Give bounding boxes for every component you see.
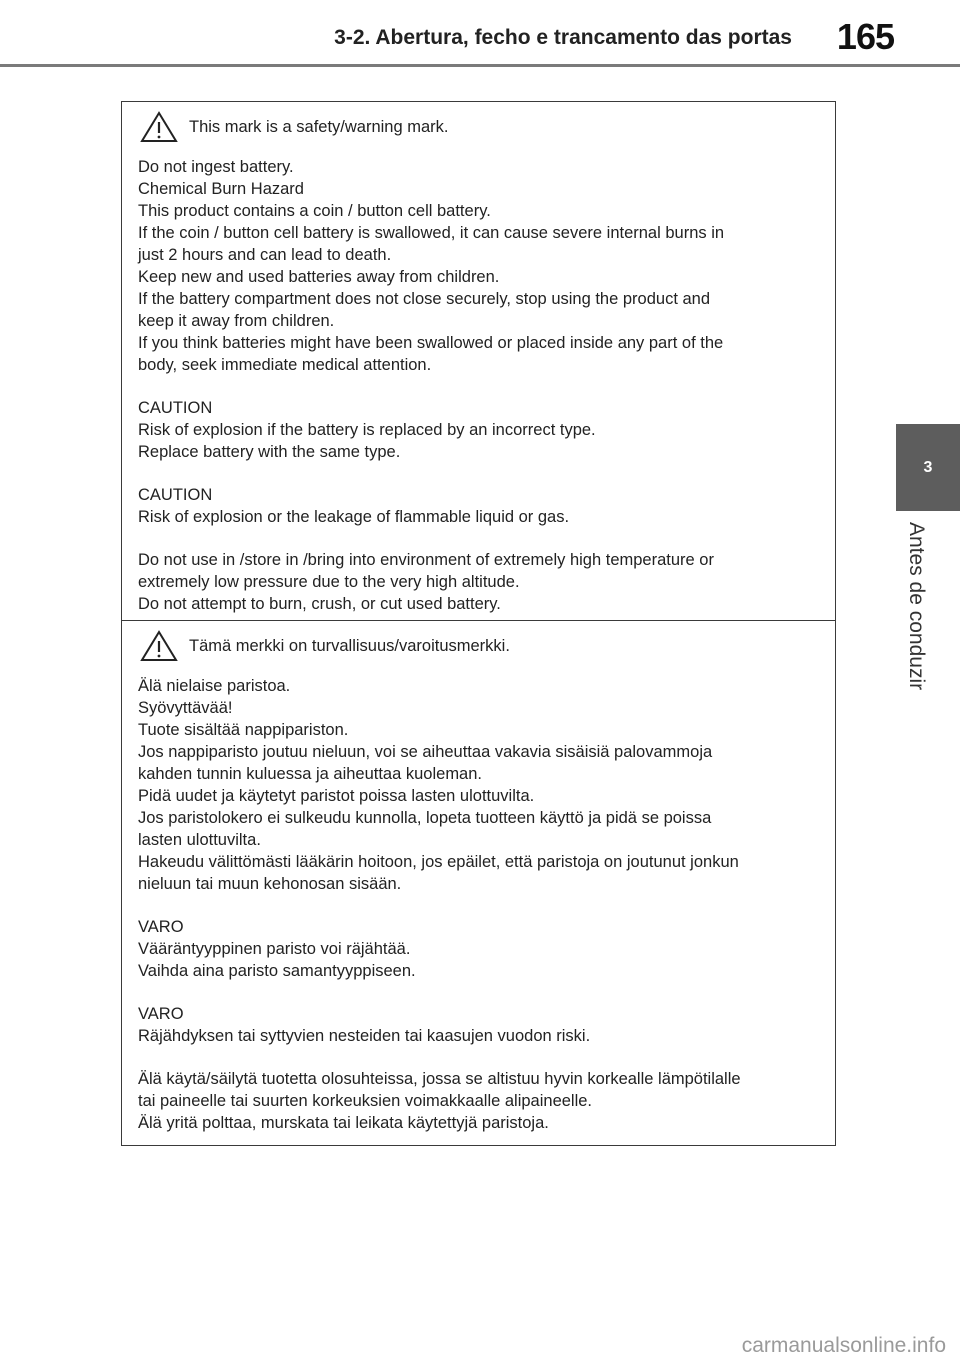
finnish-content — [138, 675, 818, 1155]
paragraph — [138, 156, 818, 376]
finnish-warning-header — [140, 631, 510, 661]
text-line: Do not attempt to burn, crush, or cut used battery. — [138, 595, 501, 613]
warning-triangle-icon — [140, 630, 178, 662]
paragraph — [138, 1068, 818, 1134]
text-line: keep it away from children. — [138, 312, 335, 330]
english-warning-box — [121, 101, 836, 621]
paragraph — [138, 916, 818, 982]
english-content — [138, 156, 818, 636]
paragraph — [138, 1003, 818, 1047]
paragraph — [138, 675, 818, 895]
text-line: Pidä uudet ja käytetyt paristot poissa lasten ulottuvilta. — [138, 787, 535, 805]
text-line: kahden tunnin kuluessa ja aiheuttaa kuoleman. — [138, 765, 482, 783]
chapter-tab — [896, 424, 960, 511]
text-line: Jos nappiparisto joutuu nieluun, voi se aiheuttaa vakavia sisäisiä palovammoja — [138, 743, 713, 761]
text-line: VARO — [138, 1005, 184, 1023]
text-line: This product contains a coin / button cell battery. — [138, 202, 491, 220]
text-line: CAUTION — [138, 486, 213, 504]
text-line: VARO — [138, 918, 184, 936]
text-line: extremely low pressure due to the very high altitude. — [138, 573, 520, 591]
text-line: If you think batteries might have been swallowed or placed inside any part of the — [138, 334, 724, 352]
chapter-label: Antes de conduzir — [905, 522, 928, 691]
page-number: 165 — [836, 16, 894, 57]
text-line: Replace battery with the same type. — [138, 443, 401, 461]
warning-mark-text: Tämä merkki on turvallisuus/varoitusmerkki. — [189, 636, 510, 655]
text-line: Älä käytä/säilytä tuotetta olosuhteissa, jossa se altistuu hyvin korkealle lämpötilalle — [138, 1070, 741, 1088]
text-line: If the battery compartment does not close securely, stop using the product and — [138, 290, 711, 308]
text-line: nieluun tai muun kehonosan sisään. — [138, 875, 402, 893]
text-line: Älä yritä polttaa, murskata tai leikata käytettyjä paristoja. — [138, 1114, 549, 1132]
text-line: Risk of explosion or the leakage of flammable liquid or gas. — [138, 508, 570, 526]
text-line: Syövyttävää! — [138, 699, 233, 717]
text-line: Do not ingest battery. — [138, 158, 294, 176]
header-divider — [0, 64, 960, 67]
text-line: Do not use in /store in /bring into environment of extremely high temperature or — [138, 551, 714, 569]
text-line: Tuote sisältää nappipariston. — [138, 721, 349, 739]
page-header — [0, 0, 960, 68]
warning-triangle-icon — [140, 111, 178, 143]
text-line: lasten ulottuvilta. — [138, 831, 261, 849]
text-line: Vaihda aina paristo samantyyppiseen. — [138, 962, 416, 980]
chapter-label-container — [896, 522, 960, 732]
paragraph — [138, 549, 818, 615]
text-line: tai paineelle tai suurten korkeuksien voimakkaalle alipaineelle. — [138, 1092, 593, 1110]
text-line: CAUTION — [138, 399, 213, 417]
text-line: Jos paristolokero ei sulkeudu kunnolla, lopeta tuotteen käyttö ja pidä se poissa — [138, 809, 712, 827]
paragraph — [138, 397, 818, 463]
text-line: Keep new and used batteries away from children. — [138, 268, 500, 286]
text-line: Räjähdyksen tai syttyvien nesteiden tai kaasujen vuodon riski. — [138, 1027, 591, 1045]
text-line: Vääräntyyppinen paristo voi räjähtää. — [138, 940, 411, 958]
text-line: Risk of explosion if the battery is replaced by an incorrect type. — [138, 421, 596, 439]
text-line: Hakeudu välittömästi lääkärin hoitoon, jos epäilet, että paristoja on joutunut jonkun — [138, 853, 739, 871]
text-line: just 2 hours and can lead to death. — [138, 246, 392, 264]
text-line: body, seek immediate medical attention. — [138, 356, 432, 374]
paragraph — [138, 484, 818, 528]
warning-mark-text: This mark is a safety/warning mark. — [189, 117, 449, 136]
text-line: If the coin / button cell battery is swallowed, it can cause severe internal burns in — [138, 224, 725, 242]
english-warning-header — [140, 112, 449, 142]
finnish-warning-box — [121, 620, 836, 1146]
chapter-number: 3 — [923, 458, 933, 476]
text-line: Älä nielaise paristoa. — [138, 677, 291, 695]
section-title: 3-2. Abertura, fecho e trancamento das portas — [334, 26, 792, 49]
watermark: carmanualsonline.info — [741, 1334, 946, 1357]
text-line: Chemical Burn Hazard — [138, 180, 304, 198]
